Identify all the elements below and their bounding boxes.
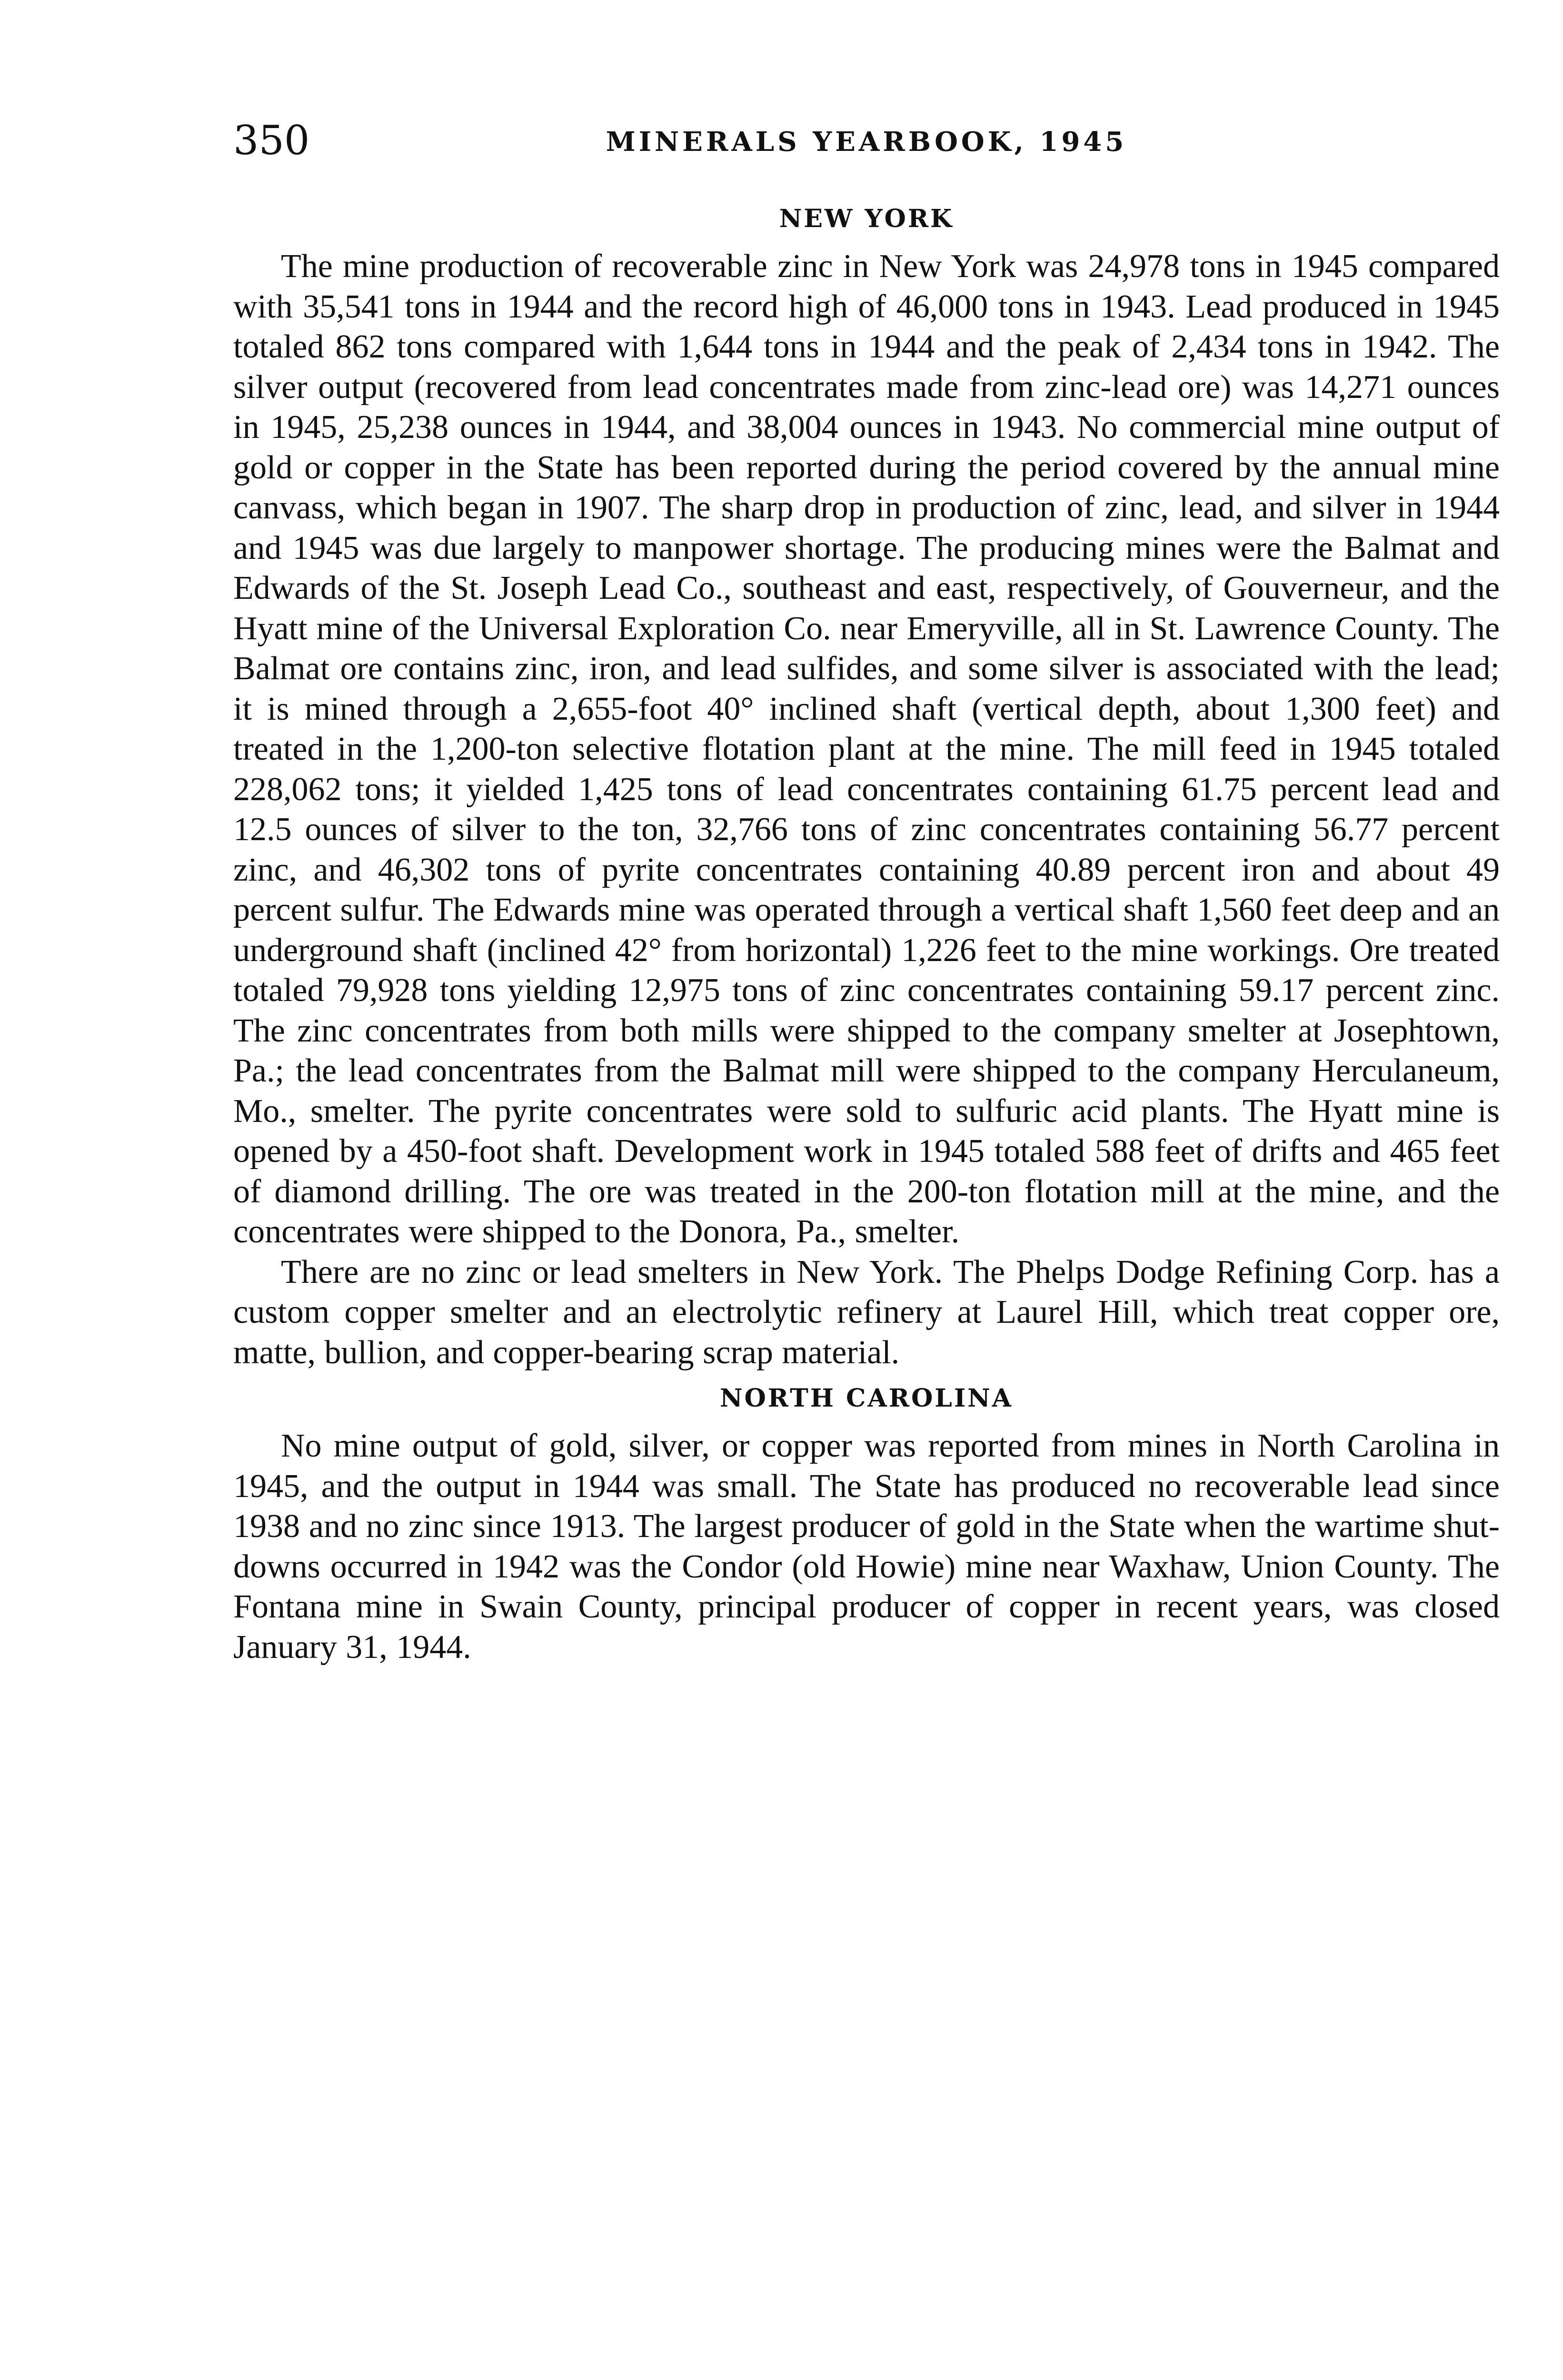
- paragraph-new-york-production: The mine production of recoverable zinc in New York was 24,978 tons in 1945 compared with 35,541 tons in 1944 and the record high of 46,000 tons in 1943. Lead produced in 1945 totaled 862 tons compared with 1,644 tons in 1944 and the peak of 2,434 tons in 1942. The silver output (recovered from lead concentrates made from zinc-lead ore) was 14,271 ounces in 1945, 25,238 ounces in 1944, and 38,004 ounces in 1943. No commercial mine output of gold or copper in the State has been reported during the period covered by the annual mine canvass, which began in 1907. The sharp drop in production of zinc, lead, and silver in 1944 and 1945 was due largely to manpower shortage. The producing mines were the Balmat and Edwards of the St. Joseph Lead Co., southeast and east, respectively, of Gouverneur, and the Hyatt mine of the Universal Exploration Co. near Emeryville, all in St. Lawrence County. The Balmat ore contains zinc, iron, and lead sulfides, and some silver is associated with the lead; it is mined through a 2,655-foot 40° inclined shaft (vertical depth, about 1,300 feet) and treated in the 1,200-ton selective flotation plant at the mine. The mill feed in 1945 totaled 228,062 tons; it yielded 1,425 tons of lead concentrates containing 61.75 percent lead and 12.5 ounces of silver to the ton, 32,766 tons of zinc concentrates containing 56.77 percent zinc, and 46,302 tons of pyrite concentrates containing 40.89 percent iron and about 49 percent sulfur. The Edwards mine was operated through a vertical shaft 1,560 feet deep and an underground shaft (inclined 42° from horizontal) 1,226 feet to the mine workings. Ore treated totaled 79,928 tons yielding 12,975 tons of zinc concentrates containing 59.17 percent zinc. The zinc concentrates from both mills were shipped to the company smelter at Josephtown, Pa.; the lead concentrates from the Balmat mill were shipped to the company Herculaneum, Mo., smelter. The pyrite concentrates were sold to sulfuric acid plants. The Hyatt mine is opened by a 450-foot shaft. Development work in 1945 totaled 588 feet of drifts and 465 feet of diamond drilling. The ore was treated in the 200-ton flotation mill at the mine, and the concentrates were shipped to the Donora, Pa., smelter.: [233, 248, 1500, 1250]
- paragraph-north-carolina-output: No mine output of gold, silver, or copper was reported from mines in North Carolina in 1945, and the output in 1944 was small. The State has produced no recoverable lead since 1938 and no zinc since 1913. The largest producer of gold in the State when the wartime shut-downs occurred in 1942 was the Condor (old Howie) mine near Waxhaw, Union County. The Fontana mine in Swain County, principal producer of copper in recent years, was closed January 31, 1944.: [233, 1428, 1500, 1666]
- page-body: [233, 200, 1500, 1667]
- section-heading-new-york: NEW YORK: [779, 204, 954, 233]
- section-heading-north-carolina: NORTH CAROLINA: [719, 1384, 1014, 1413]
- running-title: MINERALS YEARBOOK, 1945: [606, 126, 1127, 158]
- running-header: [233, 114, 1500, 167]
- page-number: 350: [233, 117, 310, 164]
- paragraph-new-york-smelters: There are no zinc or lead smelters in New York. The Phelps Dodge Refining Corp. has a custom copper smelter and an electrolytic refinery at Laurel Hill, which treat copper ore, matte, bullion, and copper-bearing scrap material.: [233, 1253, 1500, 1371]
- section-new-york: [233, 200, 1500, 1373]
- section-north-carolina: [233, 1379, 1500, 1667]
